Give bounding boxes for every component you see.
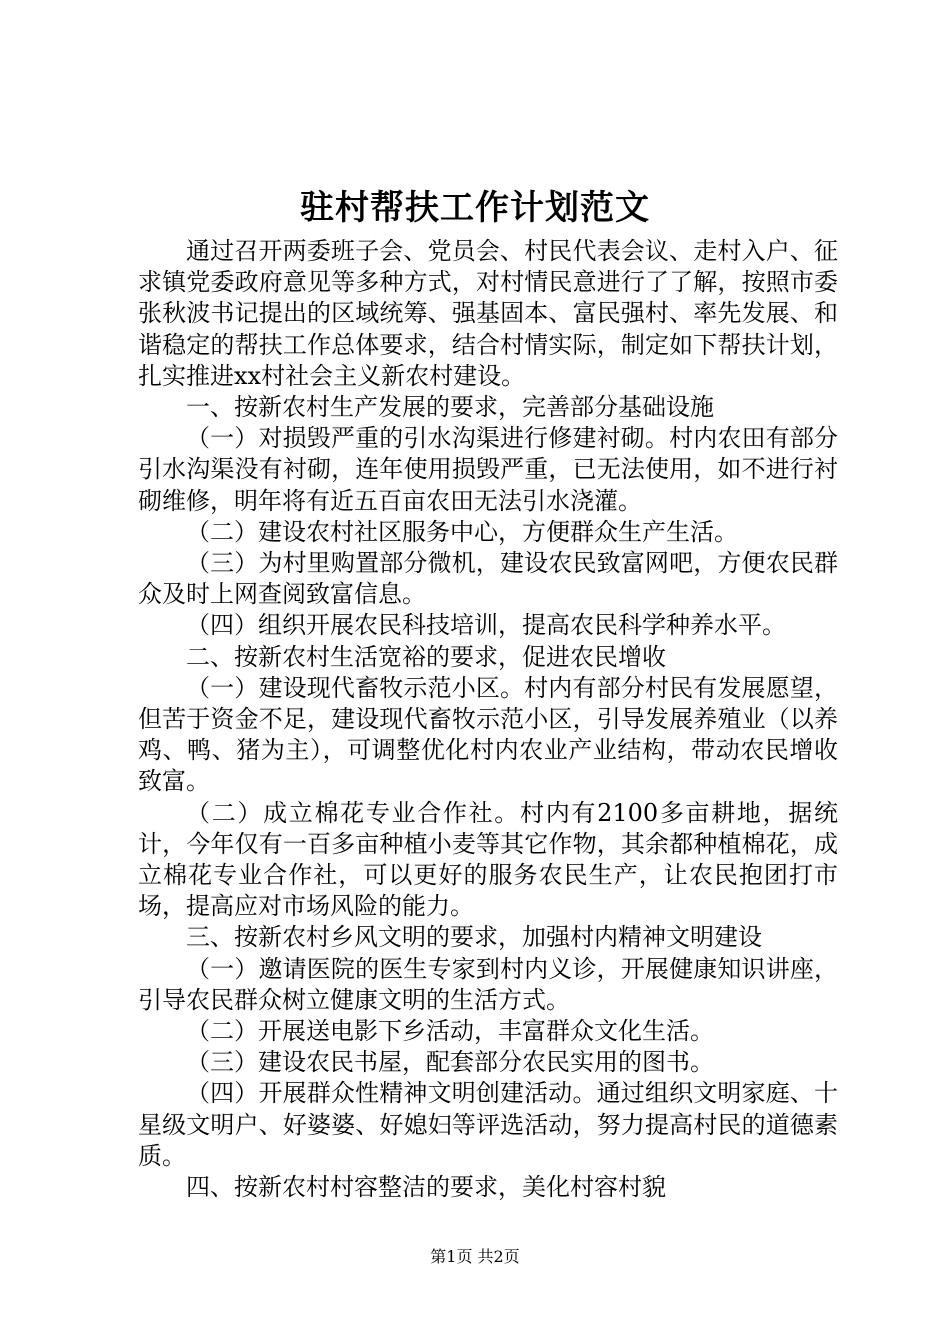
paragraph-3-1: （一）邀请医院的医生专家到村内义诊，开展健康知识讲座，引导农民群众树立健康文明的生活方式。 — [138, 954, 838, 1014]
document-body — [138, 236, 838, 1203]
section-heading-1: 一、按新农村生产发展的要求，完善部分基础设施 — [186, 393, 714, 422]
paragraph-1-3: （三）为村里购置部分微机，建设农民致富网吧，方便农民群众及时上网查阅致富信息。 — [138, 549, 838, 609]
section-heading-4: 四、按新农村村容整洁的要求，美化村容村貌 — [186, 1173, 666, 1202]
paragraph-3-2: （二）开展送电影下乡活动，丰富群众文化生活。 — [186, 1017, 714, 1046]
page-number: 第1页 共2页 — [430, 1247, 520, 1266]
section-heading-2: 二、按新农村生活宽裕的要求，促进农民增收 — [186, 642, 666, 671]
paragraph-2-2: （二）成立棉花专业合作社。村内有2100多亩耕地，据统计，今年仅有一百多亩种植小麦等其它作物，其余都种植棉花，成立棉花专业合作社，可以更好的服务农民生产，让农民抱团打市场，提高应对市场风险的能力。 — [138, 798, 838, 921]
paragraph-1-4: （四）组织开展农民科技培训，提高农民科学种养水平。 — [186, 611, 786, 640]
paragraph-2-1: （一）建设现代畜牧示范小区。村内有部分村民有发展愿望，但苦于资金不足，建设现代畜牧示范小区，引导发展养殖业（以养鸡、鸭、猪为主），可调整优化村内农业产业结构，带动农民增收致富。 — [138, 673, 838, 796]
document-title: 驻村帮扶工作计划范文 — [300, 188, 650, 228]
paragraph-intro: 通过召开两委班子会、党员会、村民代表会议、走村入户、征求镇党委政府意见等多种方式，对村情民意进行了了解，按照市委张秋波书记提出的区域统筹、强基固本、富民强村、率先发展、和谐稳定的帮扶工作总体要求，结合村情实际，制定如下帮扶计划，扎实推进xx村社会主义新农村建设。 — [138, 237, 838, 390]
paragraph-1-2: （二）建设农村社区服务中心，方便群众生产生活。 — [186, 517, 738, 546]
section-heading-3: 三、按新农村乡风文明的要求，加强村内精神文明建设 — [186, 923, 762, 952]
paragraph-1-1: （一）对损毁严重的引水沟渠进行修建衬砌。村内农田有部分引水沟渠没有衬砌，连年使用损毁严重，已无法使用，如不进行衬砌维修，明年将有近五百亩农田无法引水浇灌。 — [138, 424, 838, 515]
paragraph-3-4: （四）开展群众性精神文明创建活动。通过组织文明家庭、十星级文明户、好婆婆、好媳妇等评选活动，努力提高村民的道德素质。 — [138, 1079, 838, 1170]
paragraph-3-3: （三）建设农民书屋，配套部分农民实用的图书。 — [186, 1048, 714, 1077]
